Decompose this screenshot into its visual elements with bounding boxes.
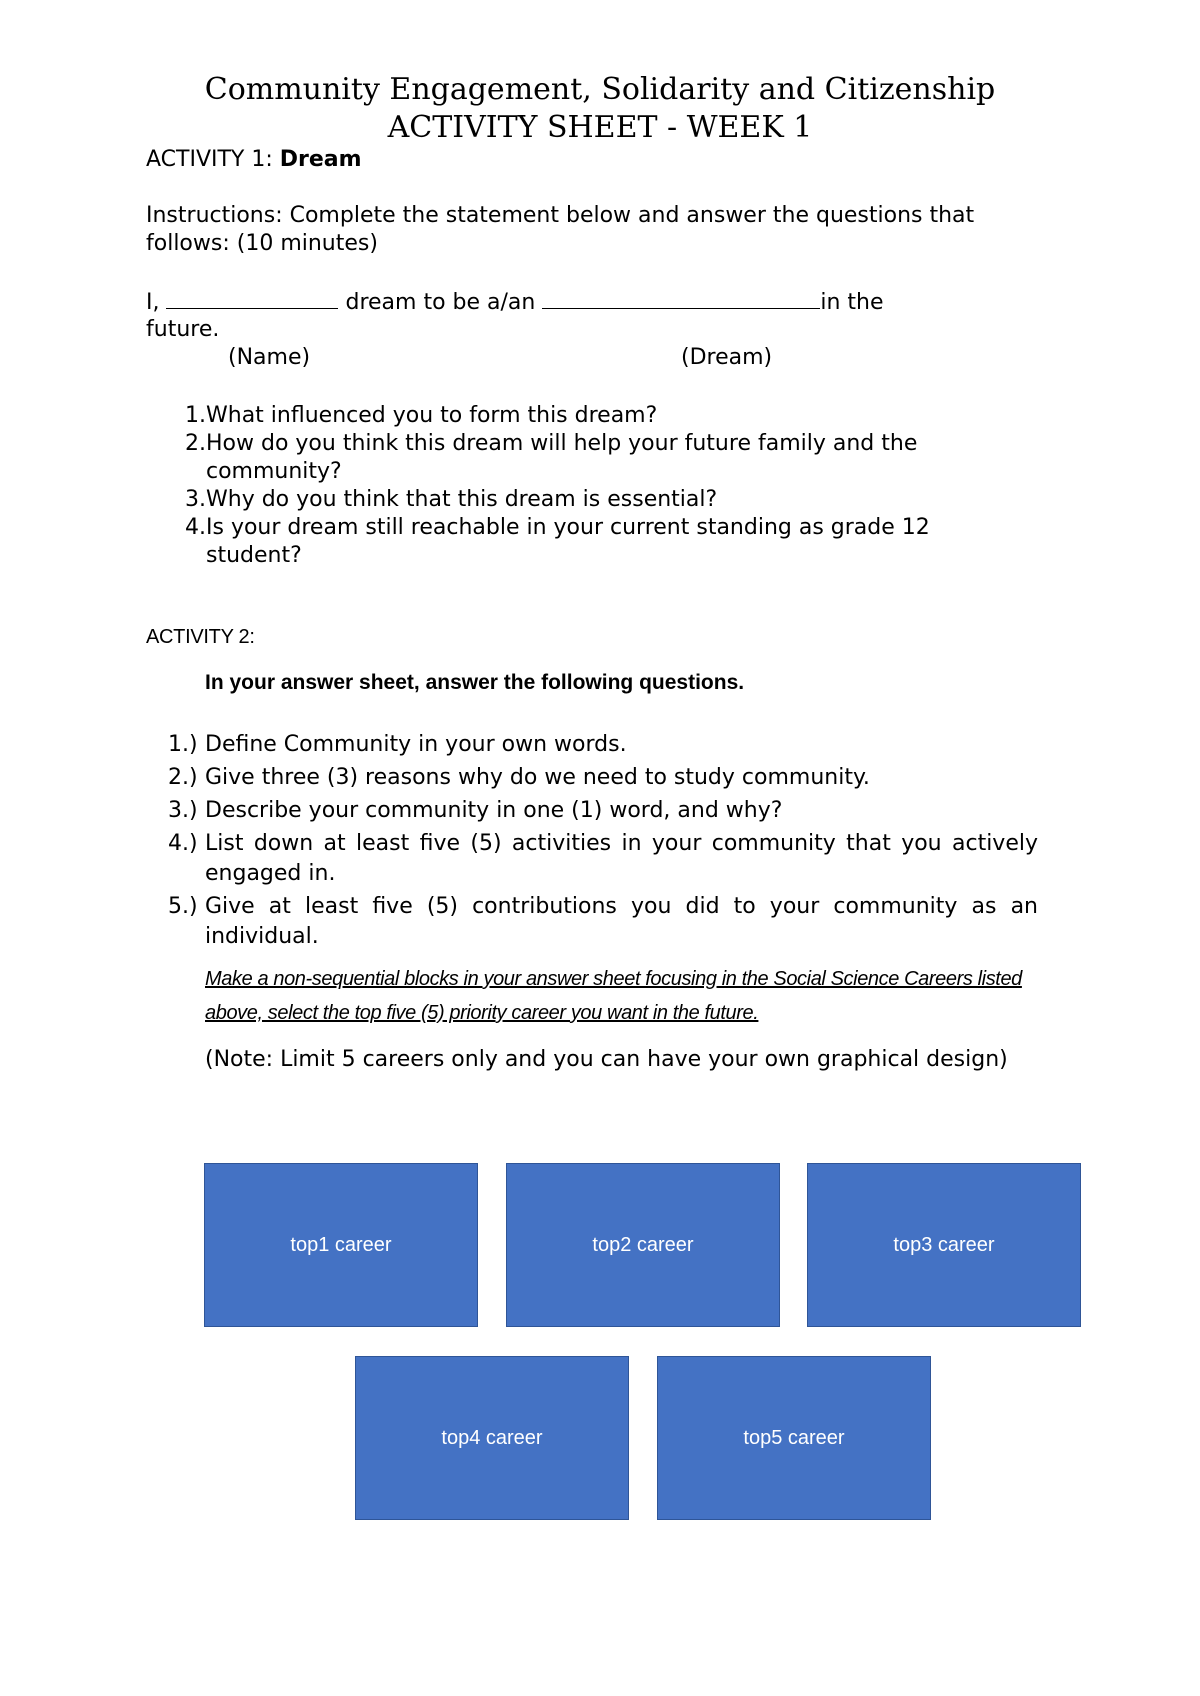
list-item: 3.) Describe your community in one (1) word, and why? <box>168 798 783 823</box>
list-item: 4. Is your dream still reachable in your current standing as grade 12 student? <box>185 515 930 568</box>
name-caption: (Name) <box>228 345 311 370</box>
list-item: 2. How do you think this dream will help your future family and the community? <box>185 431 918 484</box>
list-item: 1.) Define Community in your own words. <box>168 732 627 757</box>
activity2-subheading: In your answer sheet, answer the following questions. <box>205 671 745 694</box>
activity1-question-list <box>170 402 1030 570</box>
statement-part2: dream to be a/an <box>338 290 543 315</box>
statement-part4: future. <box>146 317 220 342</box>
activity1-name: Dream <box>279 147 362 172</box>
name-blank[interactable] <box>166 288 338 309</box>
career-box-4: top4 career <box>355 1356 629 1520</box>
career-box-5: top5 career <box>657 1356 931 1520</box>
list-item: 3. Why do you think that this dream is essential? <box>185 487 718 512</box>
statement-part1: I, <box>146 290 167 315</box>
activity1-instructions: Instructions: Complete the statement below and answer the questions that follows: (10 minutes) <box>146 203 975 256</box>
document-subtitle: ACTIVITY SHEET - WEEK 1 <box>387 110 813 145</box>
activity1-heading <box>146 146 362 174</box>
list-item: 2.) Give three (3) reasons why do we need to study community. <box>168 765 870 790</box>
career-box-1: top1 career <box>204 1163 478 1327</box>
dream-caption: (Dream) <box>681 345 773 370</box>
career-instruction-note: Make a non-sequential blocks in your answer sheet focusing in the Social Science Careers listed above, select the top five (5) priority career you want in the future. <box>205 968 1022 1024</box>
activity2-heading: ACTIVITY 2: <box>146 626 255 648</box>
list-item: 4.) List down at least five (5) activities in your community that you actively engaged in. <box>168 831 1038 886</box>
activity2-question-list <box>168 730 1038 955</box>
career-box-3: top3 career <box>807 1163 1081 1327</box>
list-item: 5.) Give at least five (5) contributions you did to your community as an individual. <box>168 894 1038 949</box>
list-item: 1. What influenced you to form this dream? <box>185 403 658 428</box>
statement-part3: in the <box>820 290 884 315</box>
document-title: Community Engagement, Solidarity and Citizenship <box>204 72 996 107</box>
career-box-2: top2 career <box>506 1163 780 1327</box>
activity1-label: ACTIVITY 1: <box>146 147 280 172</box>
limit-note: (Note: Limit 5 careers only and you can have your own graphical design) <box>205 1047 1008 1072</box>
dream-statement <box>146 288 883 317</box>
dream-blank[interactable] <box>542 288 820 309</box>
